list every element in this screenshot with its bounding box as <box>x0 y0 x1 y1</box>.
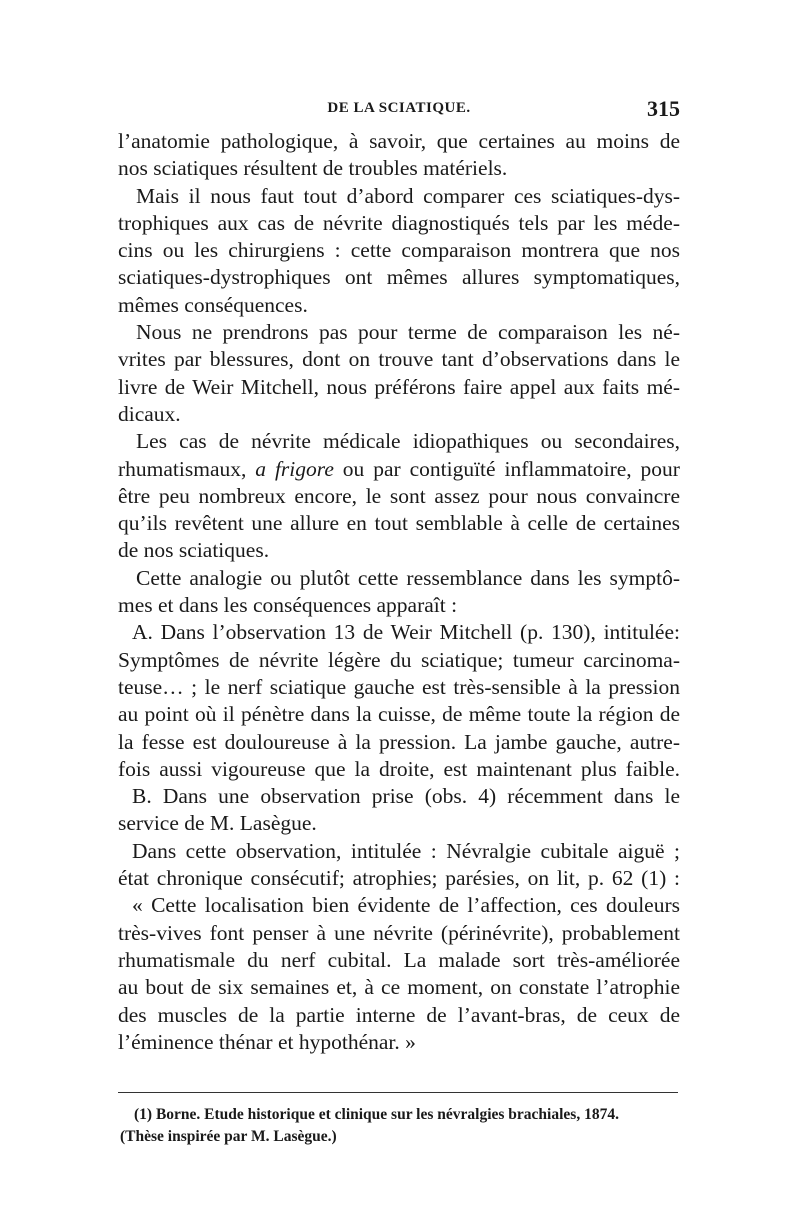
text-line: des muscles de la partie interne de l’avant-bras, de ceux de <box>118 1002 680 1027</box>
text-line: qu’ils revêtent une allure en tout semblable à celle de certaines <box>118 511 680 536</box>
text-line: être peu nombreux encore, le sont assez pour nous convaincre <box>118 483 680 508</box>
text-line: Symptômes de névrite légère du sciatique; tumeur carcinoma- <box>118 647 680 672</box>
text-line: livre de Weir Mitchell, nous préférons faire appel aux faits mé- <box>118 374 680 399</box>
text-line: sciatiques-dystrophiques ont mêmes allures symptomatiques, <box>118 265 680 290</box>
text-segment: rhumatismaux, <box>118 456 256 481</box>
text-line: trophiques aux cas de névrite diagnostiqués tels par les méde- <box>118 210 680 235</box>
text-line: Mais il nous faut tout d’abord comparer ces sciatiques-dys- <box>136 183 680 208</box>
text-line: Dans cette observation, intitulée : Névralgie cubitale aiguë ; <box>132 838 680 863</box>
text-line: de nos sciatiques. <box>118 538 270 563</box>
text-line: au bout de six semaines et, à ce moment, on constate l’atrophie <box>118 975 680 1000</box>
text-line: B. Dans une observation prise (obs. 4) récemment dans le <box>132 784 680 809</box>
text-line: très-vives font penser à une névrite (périnévrite), probablement <box>118 920 680 945</box>
text-line: nos sciatiques résultent de troubles matériels. <box>118 156 508 181</box>
text-line: Les cas de névrite médicale idiopathiques ou secondaires, <box>136 429 680 454</box>
text-line: la fesse est douloureuse à la pression. La jambe gauche, autre- <box>118 729 680 754</box>
latin-phrase: a frigore <box>255 456 334 481</box>
page-number: 315 <box>647 96 680 121</box>
text-line: rhumatismale du nerf cubital. La malade sort très-améliorée <box>118 947 680 972</box>
text-line: mêmes conséquences. <box>118 292 308 317</box>
running-title: DE LA SCIATIQUE. <box>327 100 471 116</box>
body-text <box>118 128 680 1056</box>
text-line: teuse… ; le nerf sciatique gauche est très-sensible à la pression <box>118 674 680 699</box>
text-line: mes et dans les conséquences apparaît : <box>118 593 458 618</box>
footnote-line: (1) Borne. Etude historique et clinique sur les névralgies brachiales, 1874. <box>134 1106 619 1123</box>
page-header <box>118 96 680 126</box>
footnote <box>120 1104 680 1148</box>
text-line: A. Dans l’observation 13 de Weir Mitchell (p. 130), intitulée: <box>132 620 680 645</box>
text-line: « Cette localisation bien évidente de l’affection, ces douleurs <box>132 893 680 918</box>
text-line: fois aussi vigoureuse que la droite, est maintenant plus faible. <box>118 756 680 781</box>
text-line: l’anatomie pathologique, à savoir, que certaines au moins de <box>118 129 680 153</box>
text-line: Nous ne prendrons pas pour terme de comparaison les né- <box>136 320 680 345</box>
text-line: l’éminence thénar et hypothénar. » <box>118 1029 416 1054</box>
text-line: Cette analogie ou plutôt cette ressemblance dans les symptô- <box>136 565 680 590</box>
text-line: vrites par blessures, dont on trouve tant d’observations dans le <box>118 347 680 372</box>
text-line: cins ou les chirurgiens : cette comparaison montrera que nos <box>118 238 680 263</box>
text-line <box>118 456 680 483</box>
text-line: au point où il pénètre dans la cuisse, de même toute la région de <box>118 702 680 727</box>
text-segment: ou par contiguïté inflammatoire, pour <box>333 456 680 481</box>
text-line: état chronique consécutif; atrophies; parésies, on lit, p. 62 (1) : <box>118 866 680 891</box>
text-line: dicaux. <box>118 401 181 426</box>
footnote-line: (Thèse inspirée par M. Lasègue.) <box>120 1128 337 1145</box>
footnote-divider <box>118 1092 678 1093</box>
text-line: service de M. Lasègue. <box>118 811 317 836</box>
